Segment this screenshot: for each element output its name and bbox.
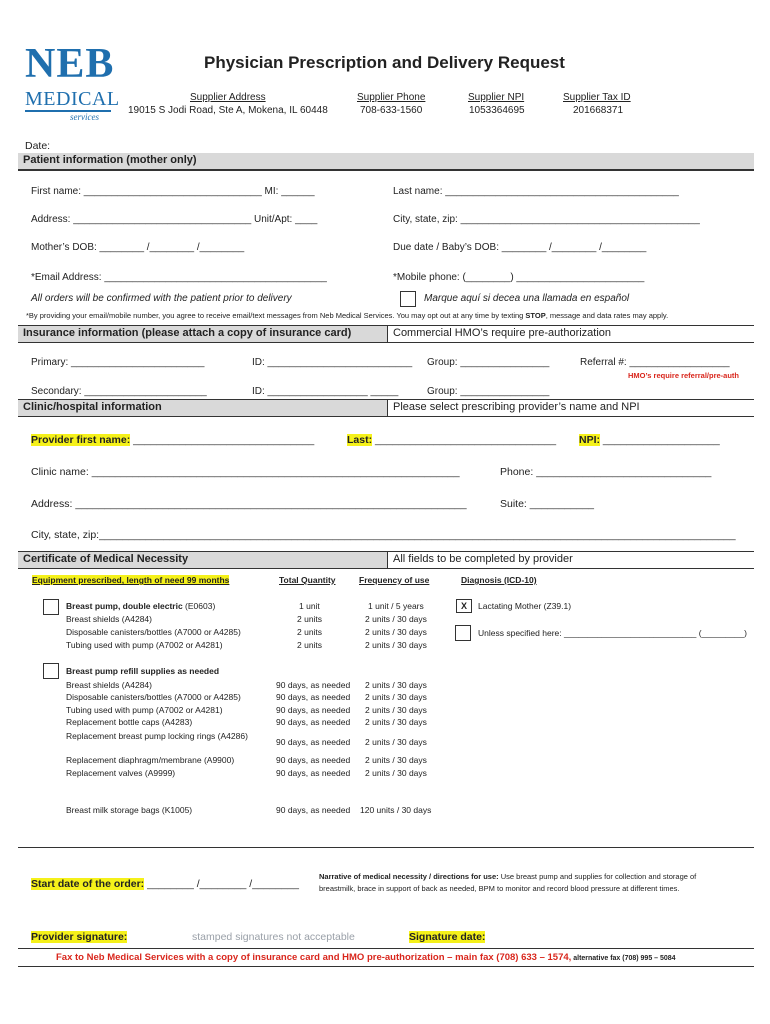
provider-first-name-field[interactable] bbox=[31, 434, 314, 446]
g1-item-name: Disposable canisters/bottles (A7000 or A4285) bbox=[66, 627, 241, 637]
supplier-npi: 1053364695 bbox=[469, 105, 525, 116]
g2-item-qty: 90 days, as needed bbox=[276, 755, 351, 765]
g2-item-name: Tubing used with pump (A7002 or A4281) bbox=[66, 705, 223, 715]
address-field[interactable]: Address: ________________________________ Unit/Apt: ____ bbox=[31, 214, 318, 225]
clinic-city-field[interactable]: City, state, zip:_____________________________________________________________________________________________________________ bbox=[31, 529, 736, 541]
supplier-phone-label: Supplier Phone bbox=[357, 92, 426, 103]
supplier-address-label: Supplier Address bbox=[190, 92, 266, 103]
g1-item-qty: 2 units bbox=[297, 614, 323, 624]
secondary-id-field[interactable]: ID: __________________ _____ bbox=[252, 386, 399, 397]
g2-item-freq: 2 units / 30 days bbox=[365, 680, 427, 690]
breast-pump-title-text: Breast pump, double electric bbox=[66, 601, 183, 611]
breast-pump-title bbox=[66, 601, 215, 611]
breast-pump-freq: 1 unit / 5 years bbox=[368, 601, 424, 611]
g2-item-freq: 2 units / 30 days bbox=[365, 717, 427, 727]
start-date-label: Start date of the order: bbox=[31, 878, 145, 890]
cmn-section-title: Certificate of Medical Necessity bbox=[23, 553, 189, 565]
provider-npi-field[interactable] bbox=[579, 434, 720, 446]
supplier-tax-label: Supplier Tax ID bbox=[563, 92, 631, 103]
hmo-note: HMO’s require referral/pre-auth bbox=[628, 371, 740, 380]
g2-item-freq: 2 units / 30 days bbox=[365, 768, 427, 778]
logo-medical-text: MEDICAL bbox=[25, 88, 120, 110]
disclaimer-text-b: , message and data rates may apply. bbox=[545, 311, 669, 320]
narrative-label: Narrative of medical necessity / directions for use: bbox=[319, 872, 499, 881]
date-label: Date: bbox=[25, 140, 51, 152]
g1-item-name: Tubing used with pump (A7002 or A4281) bbox=[66, 640, 223, 650]
disclaimer-stop: STOP bbox=[525, 311, 546, 320]
divider bbox=[18, 948, 754, 949]
clinic-section-note: Please select prescribing provider’s name and NPI bbox=[393, 401, 640, 413]
g1-item-qty: 2 units bbox=[297, 627, 323, 637]
confirm-note: All orders will be confirmed with the patient prior to delivery bbox=[31, 293, 292, 304]
g2-item-qty: 90 days, as needed bbox=[276, 768, 351, 778]
last-name-field[interactable]: Last name: __________________________________________ bbox=[393, 186, 679, 197]
mother-dob-field[interactable]: Mother’s DOB: ________ /________ /________ bbox=[31, 242, 245, 253]
insurance-section-note: Commercial HMO’s require pre-authorization bbox=[393, 327, 612, 339]
g2-item-name: Replacement diaphragm/membrane (A9900) bbox=[66, 755, 235, 765]
g2-item-name: Replacement breast pump locking rings (A4286) bbox=[66, 731, 248, 741]
col-equipment: Equipment prescribed, length of need 99 months bbox=[32, 575, 230, 585]
provider-last-name-label: Last: bbox=[347, 434, 373, 446]
g2-item-qty: 90 days, as needed bbox=[276, 717, 351, 727]
g2-item-qty: 90 days, as needed bbox=[276, 692, 351, 702]
email-field[interactable]: *Email Address: ________________________________________ bbox=[31, 272, 327, 283]
spanish-call-label: Marque aquí si decea una llamada en español bbox=[424, 293, 630, 304]
narrative-text-2: breastmilk, brace in support of back as needed, BPM to monitor and record blood pressure at different times. bbox=[319, 884, 680, 893]
page-title: Physician Prescription and Delivery Request bbox=[204, 53, 565, 72]
insurance-section-title: Insurance information (please attach a copy of insurance card) bbox=[23, 327, 352, 339]
provider-first-name-line: _______________________________ bbox=[133, 434, 315, 446]
refill-supplies-checkbox[interactable] bbox=[43, 663, 59, 679]
breast-pump-checkbox[interactable] bbox=[43, 599, 59, 615]
start-date-line: ________ /________ /________ bbox=[147, 878, 299, 890]
g2-item-qty: 90 days, as needed bbox=[276, 680, 351, 690]
primary-id-field[interactable]: ID: __________________________ bbox=[252, 357, 413, 368]
first-name-field[interactable]: First name: ________________________________ MI: ______ bbox=[31, 186, 315, 197]
provider-signature-label: Provider signature: bbox=[31, 931, 128, 943]
logo-services-text: services bbox=[70, 112, 99, 122]
fax-instructions bbox=[56, 952, 676, 963]
g2-item-name: Replacement bottle caps (A4283) bbox=[66, 717, 193, 727]
g1-item-freq: 2 units / 30 days bbox=[365, 627, 427, 637]
supplier-address: 19015 S Jodi Road, Ste A, Mokena, IL 60448 bbox=[128, 105, 328, 116]
narrative bbox=[319, 871, 739, 895]
g1-item-freq: 2 units / 30 days bbox=[365, 640, 427, 650]
cmn-section-note: All fields to be completed by provider bbox=[393, 553, 573, 565]
clinic-address-field[interactable]: Address: ___________________________________________________________________ bbox=[31, 498, 467, 510]
signature-date-label: Signature date: bbox=[409, 931, 486, 943]
refill-supplies-title: Breast pump refill supplies as needed bbox=[66, 666, 220, 676]
secondary-insurance-field[interactable]: Secondary: ______________________ bbox=[31, 386, 207, 397]
g1-item-name: Breast shields (A4284) bbox=[66, 614, 152, 624]
other-diagnosis-checkbox[interactable] bbox=[455, 625, 471, 641]
spanish-call-checkbox[interactable] bbox=[400, 291, 416, 307]
supplier-phone: 708-633-1560 bbox=[360, 105, 423, 116]
disclaimer bbox=[26, 311, 668, 320]
g1-item-qty: 2 units bbox=[297, 640, 323, 650]
divider bbox=[18, 170, 754, 171]
provider-last-name-line: _______________________________ bbox=[375, 434, 557, 446]
g2-item-qty: 90 days, as needed bbox=[276, 705, 351, 715]
patient-section-title: Patient information (mother only) bbox=[23, 154, 197, 166]
storage-bags-qty: 90 days, as needed bbox=[276, 805, 351, 815]
start-date-field[interactable] bbox=[31, 878, 299, 890]
g2-item-freq: 2 units / 30 days bbox=[365, 755, 427, 765]
secondary-group-field[interactable]: Group: ________________ bbox=[427, 386, 550, 397]
g2-item-freq: 2 units / 30 days bbox=[365, 737, 427, 747]
city-state-zip-field[interactable]: City, state, zip: ___________________________________________ bbox=[393, 214, 700, 225]
lactating-mother-checkbox[interactable]: X bbox=[456, 599, 472, 613]
narrative-text: Use breast pump and supplies for collection and storage of bbox=[498, 872, 697, 881]
divider bbox=[18, 847, 754, 848]
other-diagnosis-field[interactable]: Unless specified here: ____________________________ (_________) bbox=[478, 628, 747, 638]
stamped-note: stamped signatures not acceptable bbox=[192, 931, 355, 943]
divider bbox=[18, 966, 754, 967]
supplier-tax: 201668371 bbox=[573, 105, 624, 116]
clinic-name-field[interactable]: Clinic name: _______________________________________________________________ bbox=[31, 466, 460, 478]
storage-bags-name: Breast milk storage bags (K1005) bbox=[66, 805, 193, 815]
lactating-mother-label: Lactating Mother (Z39.1) bbox=[478, 601, 572, 611]
provider-npi-label: NPI: bbox=[579, 434, 600, 446]
clinic-suite-field[interactable]: Suite: ___________ bbox=[500, 498, 595, 510]
provider-first-name-label: Provider first name: bbox=[31, 434, 131, 446]
due-date-field[interactable]: Due date / Baby’s DOB: ________ /________ /________ bbox=[393, 242, 647, 253]
primary-insurance-field[interactable]: Primary: ________________________ bbox=[31, 357, 205, 368]
supplier-npi-label: Supplier NPI bbox=[468, 92, 525, 103]
breast-pump-code: (E0603) bbox=[182, 601, 216, 611]
g2-item-name: Breast shields (A4284) bbox=[66, 680, 152, 690]
logo-neb-text: NEB bbox=[25, 41, 115, 87]
disclaimer-text-a: *By providing your email/mobile number, you agree to receive email/text messages from Neb Medical Services. You may opt out at any time by texting bbox=[26, 311, 526, 320]
col-quantity: Total Quantity bbox=[279, 575, 336, 585]
primary-group-field[interactable]: Group: ________________ bbox=[427, 357, 550, 368]
g2-item-freq: 2 units / 30 days bbox=[365, 705, 427, 715]
fax-main: Fax to Neb Medical Services with a copy of insurance card and HMO pre-authorization – main fax (708) 633 – 1574, bbox=[56, 952, 572, 963]
mobile-phone-field[interactable]: *Mobile phone: (________) _______________________ bbox=[393, 272, 645, 283]
g2-item-name: Disposable canisters/bottles (A7000 or A4285) bbox=[66, 692, 241, 702]
g2-item-name: Replacement valves (A9999) bbox=[66, 768, 176, 778]
provider-npi-line: ____________________ bbox=[602, 434, 720, 446]
col-diagnosis: Diagnosis (ICD-10) bbox=[461, 575, 537, 585]
clinic-section-title: Clinic/hospital information bbox=[23, 401, 162, 413]
clinic-section-header bbox=[18, 399, 754, 417]
cmn-section-header bbox=[18, 551, 754, 569]
g1-item-freq: 2 units / 30 days bbox=[365, 614, 427, 624]
storage-bags-freq: 120 units / 30 days bbox=[360, 805, 432, 815]
patient-section-header bbox=[18, 153, 754, 170]
insurance-section-header bbox=[18, 325, 754, 343]
g2-item-freq: 2 units / 30 days bbox=[365, 692, 427, 702]
referral-field[interactable]: Referral #: __________________ bbox=[580, 357, 730, 368]
provider-last-name-field[interactable] bbox=[347, 434, 556, 446]
fax-alt: alternative fax (708) 995 – 5084 bbox=[571, 955, 676, 962]
g2-item-qty: 90 days, as needed bbox=[276, 737, 351, 747]
clinic-phone-field[interactable]: Phone: ______________________________ bbox=[500, 466, 712, 478]
breast-pump-qty: 1 unit bbox=[299, 601, 320, 611]
col-frequency: Frequency of use bbox=[359, 575, 430, 585]
